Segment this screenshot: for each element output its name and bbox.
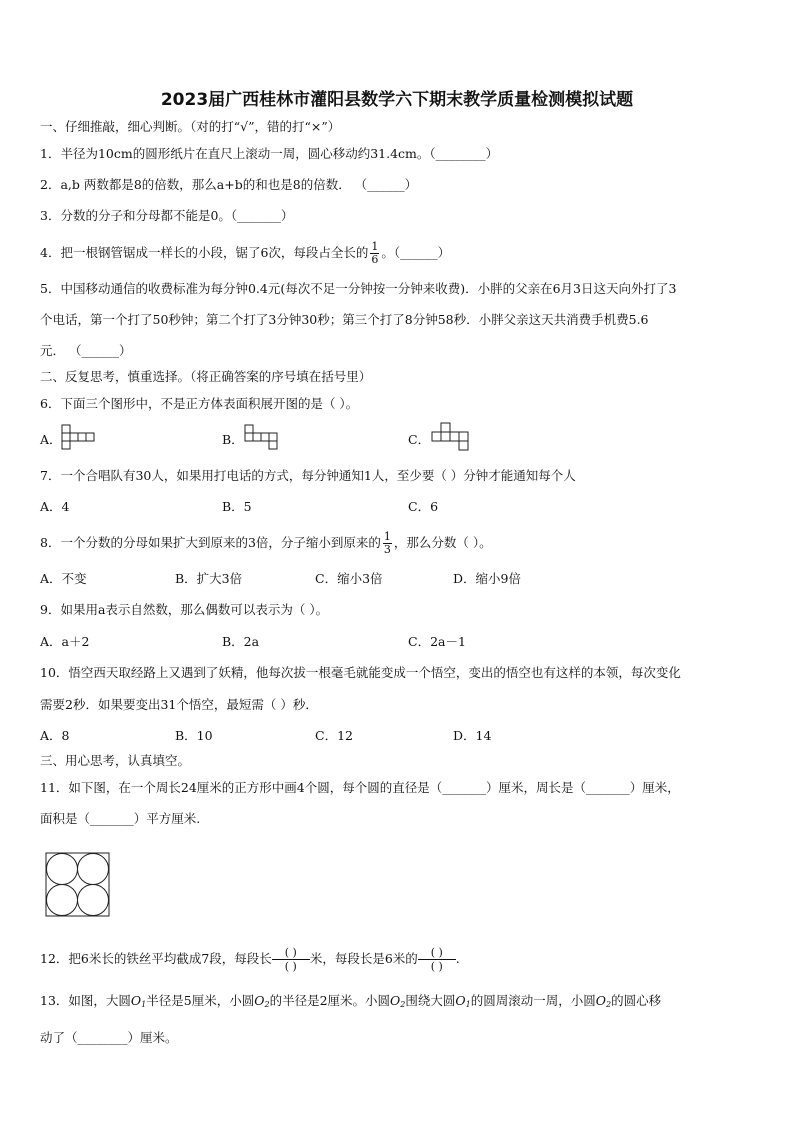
question-4 [40, 238, 450, 268]
q13-text-a: 13．如图，大圆 [40, 993, 131, 1008]
answer-fraction-blank [272, 946, 310, 973]
question-8 [40, 528, 492, 558]
o2-subscript: 2 [400, 1000, 406, 1009]
circle-o1-label [131, 993, 146, 1008]
q8-option-d: D．缩小9倍 [453, 571, 521, 586]
question-4-answer: 。（______） [381, 245, 451, 260]
q10-option-b: B．10 [175, 728, 213, 743]
q13-text-e: 的圆周滚动一周，小圆 [470, 993, 596, 1008]
net-figure-a [60, 424, 104, 454]
question-11-line-1: 11．如下图，在一个周长24厘米的正方形中画4个圆，每个圆的直径是（_______）厘米，周长是（_______）厘米， [40, 780, 680, 795]
question-7: 7．一个合唱队有30人，如果用打电话的方式，每分钟通知1人，至少要（ ）分钟才能通知每个人 [40, 468, 576, 483]
q7-option-c: C．6 [408, 499, 439, 514]
o-letter: O [390, 993, 401, 1008]
o2-subscript: 2 [606, 1000, 612, 1009]
q9-option-c: C．2a－1 [408, 634, 466, 649]
question-5-line-3: 元． （______） [40, 343, 132, 358]
question-12-text: 12．把6米长的铁丝平均截成7段，每段长 [40, 951, 272, 966]
question-5-line-2: 个电话，第一个打了50秒钟；第二个打了3分钟30秒；第三个打了8分钟58秒．小胖父亲这天共消费手机费5.6 [40, 312, 649, 327]
circle-o2-label [390, 993, 405, 1008]
q10-option-c: C．12 [315, 728, 353, 743]
question-13-line-2: 动了（________）厘米。 [40, 1030, 178, 1045]
question-8-answer: ，那么分数（ ）。 [393, 535, 492, 550]
o-letter: O [130, 993, 142, 1008]
question-10-line-1: 10．悟空西天取经路上又遇到了妖精，他每次拔一根毫毛就能变成一个悟空，变出的悟空也有这样的本领，每次变化 [40, 665, 681, 680]
fraction-denominator-blank: ( ) [284, 960, 297, 973]
fraction-numerator-blank: ( ) [272, 946, 310, 960]
o-letter: O [254, 993, 265, 1008]
circle-o2-label [596, 993, 611, 1008]
question-8-text: 8．一个分数的分母如果扩大到原来的3倍，分子缩小到原来的 [40, 535, 381, 550]
q6-option-c: C． [408, 432, 431, 447]
question-1: 1．半径为10cm的圆形纸片在直尺上滚动一周，圆心移动约31.4cm。（________） [40, 146, 499, 161]
o-letter: O [455, 993, 466, 1008]
q9-option-a: A．a＋2 [40, 634, 90, 649]
question-10-line-2: 需要2秒．如果要变出31个悟空，最短需（ ）秒． [40, 697, 318, 712]
o1-subscript: 1 [465, 1000, 471, 1009]
q10-option-d: D．14 [453, 728, 492, 743]
question-12-middle: 米，每段长是6米的 [309, 951, 418, 966]
question-8-fraction [383, 531, 392, 556]
question-4-fraction [370, 241, 379, 266]
question-12-end: . [455, 951, 460, 966]
net-figure-c [430, 422, 476, 454]
question-12 [40, 944, 460, 974]
q8-option-c: C．缩小3倍 [315, 571, 383, 586]
answer-fraction-blank [418, 946, 456, 973]
q7-option-a: A．4 [40, 499, 70, 514]
fraction-numerator: 1 [371, 240, 379, 253]
question-6: 6．下面三个图形中，不是正方体表面积展开图的是（ ）。 [40, 396, 359, 411]
fraction-denominator: 3 [383, 543, 391, 556]
q6-option-a: A． [40, 432, 62, 447]
fraction-denominator-blank: ( ) [430, 960, 443, 973]
question-11-line-2: 面积是（_______）平方厘米. [40, 811, 201, 826]
q13-text-d: 围绕大圆 [405, 993, 456, 1008]
q9-option-b: B．2a [222, 634, 260, 649]
question-4-text: 4．把一根钢管锯成一样长的小段，锯了6次，每段占全长的 [40, 245, 369, 260]
q7-option-b: B．5 [222, 499, 252, 514]
net-figure-b [243, 424, 289, 454]
q13-text-f: 的圆心移 [611, 993, 662, 1008]
o1-subscript: 1 [141, 1000, 147, 1009]
fraction-numerator: 1 [383, 530, 391, 543]
question-3: 3．分数的分子和分母都不能是0。（_______） [40, 208, 294, 223]
o2-subscript: 2 [264, 1000, 270, 1009]
square-four-circles-figure [45, 852, 111, 918]
page-title: 2023届广西桂林市灌阳县数学六下期末教学质量检测模拟试题 [160, 90, 634, 110]
question-13-line-1 [40, 992, 661, 1014]
q6-option-b: B． [222, 432, 244, 447]
fraction-denominator: 6 [371, 253, 379, 266]
section2-heading: 二、反复思考，慎重选择。（将正确答案的序号填在括号里） [40, 369, 372, 384]
q10-option-a: A．8 [40, 728, 70, 743]
q13-text-b: 半径是5厘米，小圆 [146, 993, 255, 1008]
circle-o1-label [455, 993, 470, 1008]
question-9: 9．如果用a表示自然数，那么偶数可以表示为（ ）。 [40, 602, 329, 617]
q8-option-a: A．不变 [40, 571, 87, 586]
section3-heading: 三、用心思考，认真填空。 [40, 753, 191, 768]
q13-text-c: 的半径是2厘米。小圆 [269, 993, 391, 1008]
fraction-numerator-blank: ( ) [418, 946, 456, 960]
question-2: 2．a,b 两数都是8的倍数，那么a+b的和也是8的倍数． （______） [40, 177, 418, 192]
circle-o2-label [254, 993, 269, 1008]
section1-heading: 一、仔细推敲，细心判断。（对的打“√”，错的打“×”） [40, 119, 341, 134]
question-5-line-1: 5．中国移动通信的收费标准为每分钟0.4元(每次不足一分钟按一分钟来收费)．小胖的父亲在6月3日这天向外打了3 [40, 281, 677, 296]
q8-option-b: B．扩大3倍 [175, 571, 243, 586]
o-letter: O [595, 993, 606, 1008]
